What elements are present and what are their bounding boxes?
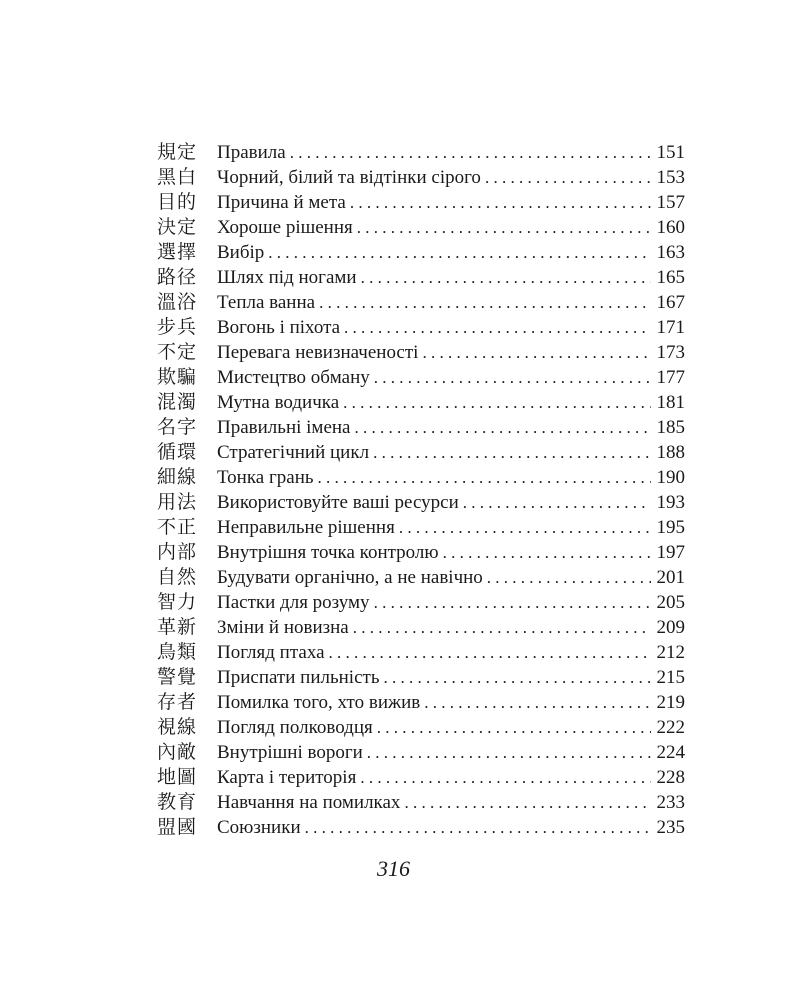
cjk-glyphs: 視線 bbox=[157, 716, 198, 738]
page-number: 177 bbox=[656, 367, 685, 388]
page-number: 233 bbox=[656, 792, 685, 813]
cjk-glyphs: 內敵 bbox=[157, 741, 198, 763]
entry-title: Мистецтво обману bbox=[217, 367, 370, 388]
entry-title: Погляд полководця bbox=[217, 717, 373, 738]
toc-entry bbox=[157, 390, 685, 415]
cjk-glyphs: 規定 bbox=[157, 141, 198, 163]
cjk-glyphs: 地圖 bbox=[157, 766, 198, 788]
page-number: 151 bbox=[656, 142, 685, 163]
toc-entry bbox=[157, 240, 685, 265]
cjk-glyphs: 智力 bbox=[157, 591, 198, 613]
cjk-glyphs: 教育 bbox=[157, 791, 198, 813]
dot-leader bbox=[360, 765, 650, 790]
dot-leader bbox=[357, 215, 651, 240]
cjk-glyphs: 黑白 bbox=[157, 166, 198, 188]
dot-leader bbox=[344, 315, 650, 340]
page-number: 212 bbox=[656, 642, 685, 663]
entry-title: Вибір bbox=[217, 242, 265, 263]
dot-leader bbox=[422, 340, 650, 365]
toc-entry bbox=[157, 640, 685, 665]
entry-title: Будувати органічно, а не навічно bbox=[217, 567, 483, 588]
page-number: 197 bbox=[656, 542, 685, 563]
toc-entry bbox=[157, 415, 685, 440]
dot-leader bbox=[377, 715, 651, 740]
page-number: 153 bbox=[656, 167, 685, 188]
entry-title: Хороше рішення bbox=[217, 217, 353, 238]
toc-entry bbox=[157, 565, 685, 590]
entry-title: Тонка грань bbox=[217, 467, 314, 488]
cjk-glyphs: 混濁 bbox=[157, 391, 198, 413]
toc-entry bbox=[157, 690, 685, 715]
toc-entry bbox=[157, 340, 685, 365]
cjk-glyphs: 路径 bbox=[157, 266, 198, 288]
entry-title: Карта і територія bbox=[217, 767, 357, 788]
entry-title: Шлях під ногами bbox=[217, 267, 357, 288]
cjk-glyphs: 目的 bbox=[157, 191, 198, 213]
toc-entry bbox=[157, 140, 685, 165]
dot-leader bbox=[374, 365, 651, 390]
dot-leader bbox=[343, 390, 650, 415]
page-number: 209 bbox=[656, 617, 685, 638]
entry-title: Вогонь і піхота bbox=[217, 317, 341, 338]
entry-title: Правила bbox=[217, 142, 286, 163]
cjk-glyphs: 不定 bbox=[157, 341, 198, 363]
entry-title: Тепла ванна bbox=[217, 292, 316, 313]
cjk-glyphs: 盟國 bbox=[157, 816, 198, 838]
page-number: 167 bbox=[656, 292, 685, 313]
dot-leader bbox=[354, 415, 650, 440]
cjk-glyphs: 名字 bbox=[157, 416, 198, 438]
page-number: 222 bbox=[656, 717, 685, 738]
dot-leader bbox=[319, 290, 650, 315]
dot-leader bbox=[399, 515, 651, 540]
toc-entry bbox=[157, 540, 685, 565]
entry-title: Причина й мета bbox=[217, 192, 346, 213]
page-number: 224 bbox=[656, 742, 685, 763]
cjk-glyphs: 決定 bbox=[157, 216, 198, 238]
toc-entry bbox=[157, 190, 685, 215]
dot-leader bbox=[487, 565, 651, 590]
dot-leader bbox=[290, 140, 651, 165]
toc-entry bbox=[157, 165, 685, 190]
cjk-glyphs: 内部 bbox=[157, 541, 198, 563]
dot-leader bbox=[424, 690, 650, 715]
toc-entry bbox=[157, 515, 685, 540]
toc-entry bbox=[157, 590, 685, 615]
cjk-glyphs: 自然 bbox=[157, 566, 198, 588]
page-number: 215 bbox=[656, 667, 685, 688]
table-of-contents bbox=[157, 140, 685, 840]
entry-title: Союзники bbox=[217, 817, 301, 838]
entry-title: Навчання на помилках bbox=[217, 792, 401, 813]
page-number: 205 bbox=[656, 592, 685, 613]
entry-title: Мутна водичка bbox=[217, 392, 340, 413]
dot-leader bbox=[305, 815, 651, 840]
entry-title: Стратегічний цикл bbox=[217, 442, 370, 463]
dot-leader bbox=[367, 740, 651, 765]
page-number: 173 bbox=[656, 342, 685, 363]
entry-title: Чорний, білий та відтінки сірого bbox=[217, 167, 481, 188]
cjk-glyphs: 警覺 bbox=[157, 666, 198, 688]
page-number: 235 bbox=[656, 817, 685, 838]
dot-leader bbox=[350, 190, 651, 215]
cjk-glyphs: 革新 bbox=[157, 616, 198, 638]
page-number: 201 bbox=[656, 567, 685, 588]
page-number: 190 bbox=[656, 467, 685, 488]
dot-leader bbox=[404, 790, 650, 815]
toc-entry bbox=[157, 465, 685, 490]
entry-title: Використовуйте ваші ресурси bbox=[217, 492, 459, 513]
entry-title: Внутрішня точка контролю bbox=[217, 542, 439, 563]
toc-entry bbox=[157, 740, 685, 765]
dot-leader bbox=[374, 590, 651, 615]
cjk-glyphs: 步兵 bbox=[157, 316, 198, 338]
toc-entry bbox=[157, 665, 685, 690]
page-number: 160 bbox=[656, 217, 685, 238]
page-number: 188 bbox=[656, 442, 685, 463]
entry-title: Внутрішні вороги bbox=[217, 742, 363, 763]
toc-entry bbox=[157, 815, 685, 840]
dot-leader bbox=[318, 465, 651, 490]
page-number: 228 bbox=[656, 767, 685, 788]
cjk-glyphs: 溫浴 bbox=[157, 291, 198, 313]
entry-title: Зміни й новизна bbox=[217, 617, 349, 638]
page-number: 185 bbox=[656, 417, 685, 438]
cjk-glyphs: 細線 bbox=[157, 466, 198, 488]
toc-entry bbox=[157, 615, 685, 640]
page-number: 193 bbox=[656, 492, 685, 513]
page-number: 165 bbox=[656, 267, 685, 288]
dot-leader bbox=[329, 640, 651, 665]
dot-leader bbox=[373, 440, 650, 465]
toc-entry bbox=[157, 215, 685, 240]
dot-leader bbox=[463, 490, 651, 515]
toc-entry bbox=[157, 290, 685, 315]
page-number: 157 bbox=[656, 192, 685, 213]
entry-title: Приспати пильність bbox=[217, 667, 380, 688]
cjk-glyphs: 選擇 bbox=[157, 241, 198, 263]
cjk-glyphs: 存者 bbox=[157, 691, 198, 713]
dot-leader bbox=[443, 540, 651, 565]
entry-title: Неправильне рішення bbox=[217, 517, 395, 538]
toc-entry bbox=[157, 490, 685, 515]
toc-entry bbox=[157, 440, 685, 465]
toc-entry bbox=[157, 715, 685, 740]
cjk-glyphs: 不正 bbox=[157, 516, 198, 538]
dot-leader bbox=[353, 615, 651, 640]
cjk-glyphs: 鳥類 bbox=[157, 641, 198, 663]
page-number: 163 bbox=[656, 242, 685, 263]
cjk-glyphs: 用法 bbox=[157, 491, 198, 513]
entry-title: Перевага невизначеності bbox=[217, 342, 419, 363]
dot-leader bbox=[361, 265, 651, 290]
cjk-glyphs: 循環 bbox=[157, 441, 198, 463]
cjk-glyphs: 欺騙 bbox=[157, 366, 198, 388]
dot-leader bbox=[383, 665, 650, 690]
dot-leader bbox=[268, 240, 650, 265]
toc-entry bbox=[157, 790, 685, 815]
page-number: 171 bbox=[656, 317, 685, 338]
toc-entry bbox=[157, 365, 685, 390]
page-number: 181 bbox=[656, 392, 685, 413]
entry-title: Погляд птаха bbox=[217, 642, 325, 663]
entry-title: Пастки для розуму bbox=[217, 592, 370, 613]
entry-title: Помилка того, хто вижив bbox=[217, 692, 421, 713]
page-number: 219 bbox=[656, 692, 685, 713]
dot-leader bbox=[485, 165, 651, 190]
toc-entry bbox=[157, 765, 685, 790]
entry-title: Правильні імена bbox=[217, 417, 351, 438]
page-number: 195 bbox=[656, 517, 685, 538]
toc-entry bbox=[157, 315, 685, 340]
page-folio-number: 316 bbox=[377, 856, 410, 881]
toc-entry bbox=[157, 265, 685, 290]
